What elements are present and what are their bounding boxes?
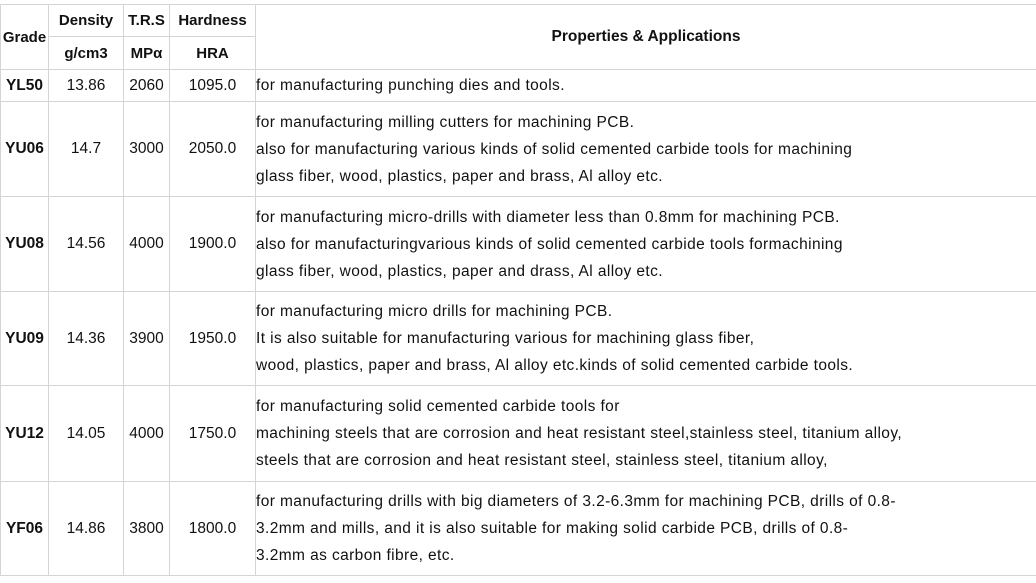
density-cell: 14.7 <box>49 102 124 197</box>
table-row <box>1 482 1036 576</box>
hardness-cell: 1095.0 <box>170 70 256 102</box>
header-properties: Properties & Applications <box>256 5 1036 70</box>
table-row <box>1 386 1036 482</box>
grade-cell: YU08 <box>1 197 49 292</box>
properties-cell <box>256 102 1036 197</box>
properties-cell <box>256 482 1036 576</box>
density-cell: 14.56 <box>49 197 124 292</box>
hardness-cell: 1900.0 <box>170 197 256 292</box>
header-trs-unit: MPα <box>124 37 170 70</box>
properties-line: steels that are corrosion and heat resistant steel, stainless steel, titanium alloy, <box>256 447 1036 474</box>
table-row <box>1 292 1036 386</box>
hardness-cell: 1750.0 <box>170 386 256 482</box>
density-cell: 14.86 <box>49 482 124 576</box>
properties-line: for manufacturing drills with big diameters of 3.2-6.3mm for machining PCB, drills of 0.8- <box>256 488 1036 515</box>
hardness-cell: 1800.0 <box>170 482 256 576</box>
trs-cell: 4000 <box>124 197 170 292</box>
table-row <box>1 70 1036 102</box>
properties-line: 3.2mm and mills, and it is also suitable for making solid carbide PCB, drills of 0.8- <box>256 515 1036 542</box>
properties-line: 3.2mm as carbon fibre, etc. <box>256 542 1036 569</box>
properties-line: for manufacturing solid cemented carbide tools for <box>256 393 1036 420</box>
table-header <box>1 5 1036 70</box>
density-cell: 14.36 <box>49 292 124 386</box>
properties-line: machining steels that are corrosion and heat resistant steel,stainless steel, titanium alloy, <box>256 420 1036 447</box>
properties-line: for manufacturing milling cutters for machining PCB. <box>256 109 1036 136</box>
table-body <box>1 70 1036 576</box>
density-cell: 14.05 <box>49 386 124 482</box>
grade-cell: YF06 <box>1 482 49 576</box>
properties-line: also for manufacturingvarious kinds of solid cemented carbide tools formachining <box>256 231 1036 258</box>
header-grade: Grade <box>1 5 49 70</box>
header-trs: T.R.S <box>124 5 170 37</box>
header-hardness-unit: HRA <box>170 37 256 70</box>
header-density-unit: g/cm3 <box>49 37 124 70</box>
grade-cell: YU06 <box>1 102 49 197</box>
trs-cell: 3900 <box>124 292 170 386</box>
carbide-grades-table <box>0 4 1036 576</box>
header-row-top <box>1 5 1036 37</box>
grade-cell: YU12 <box>1 386 49 482</box>
table-row <box>1 102 1036 197</box>
hardness-cell: 1950.0 <box>170 292 256 386</box>
properties-line: also for manufacturing various kinds of solid cemented carbide tools for machining <box>256 136 1036 163</box>
density-cell: 13.86 <box>49 70 124 102</box>
properties-line: for manufacturing micro-drills with diameter less than 0.8mm for machining PCB. <box>256 204 1036 231</box>
properties-line: wood, plastics, paper and brass, Al alloy etc.kinds of solid cemented carbide tools. <box>256 352 1036 379</box>
trs-cell: 4000 <box>124 386 170 482</box>
trs-cell: 3800 <box>124 482 170 576</box>
trs-cell: 2060 <box>124 70 170 102</box>
header-hardness: Hardness <box>170 5 256 37</box>
properties-line: for manufacturing punching dies and tools. <box>256 72 1036 99</box>
hardness-cell: 2050.0 <box>170 102 256 197</box>
header-density: Density <box>49 5 124 37</box>
properties-line: glass fiber, wood, plastics, paper and drass, Al alloy etc. <box>256 258 1036 285</box>
properties-line: It is also suitable for manufacturing various for machining glass fiber, <box>256 325 1036 352</box>
properties-cell <box>256 386 1036 482</box>
properties-cell <box>256 70 1036 102</box>
properties-cell <box>256 197 1036 292</box>
table-row <box>1 197 1036 292</box>
trs-cell: 3000 <box>124 102 170 197</box>
properties-line: for manufacturing micro drills for machining PCB. <box>256 298 1036 325</box>
grade-cell: YU09 <box>1 292 49 386</box>
properties-line: glass fiber, wood, plastics, paper and brass, Al alloy etc. <box>256 163 1036 190</box>
grade-cell: YL50 <box>1 70 49 102</box>
properties-cell <box>256 292 1036 386</box>
